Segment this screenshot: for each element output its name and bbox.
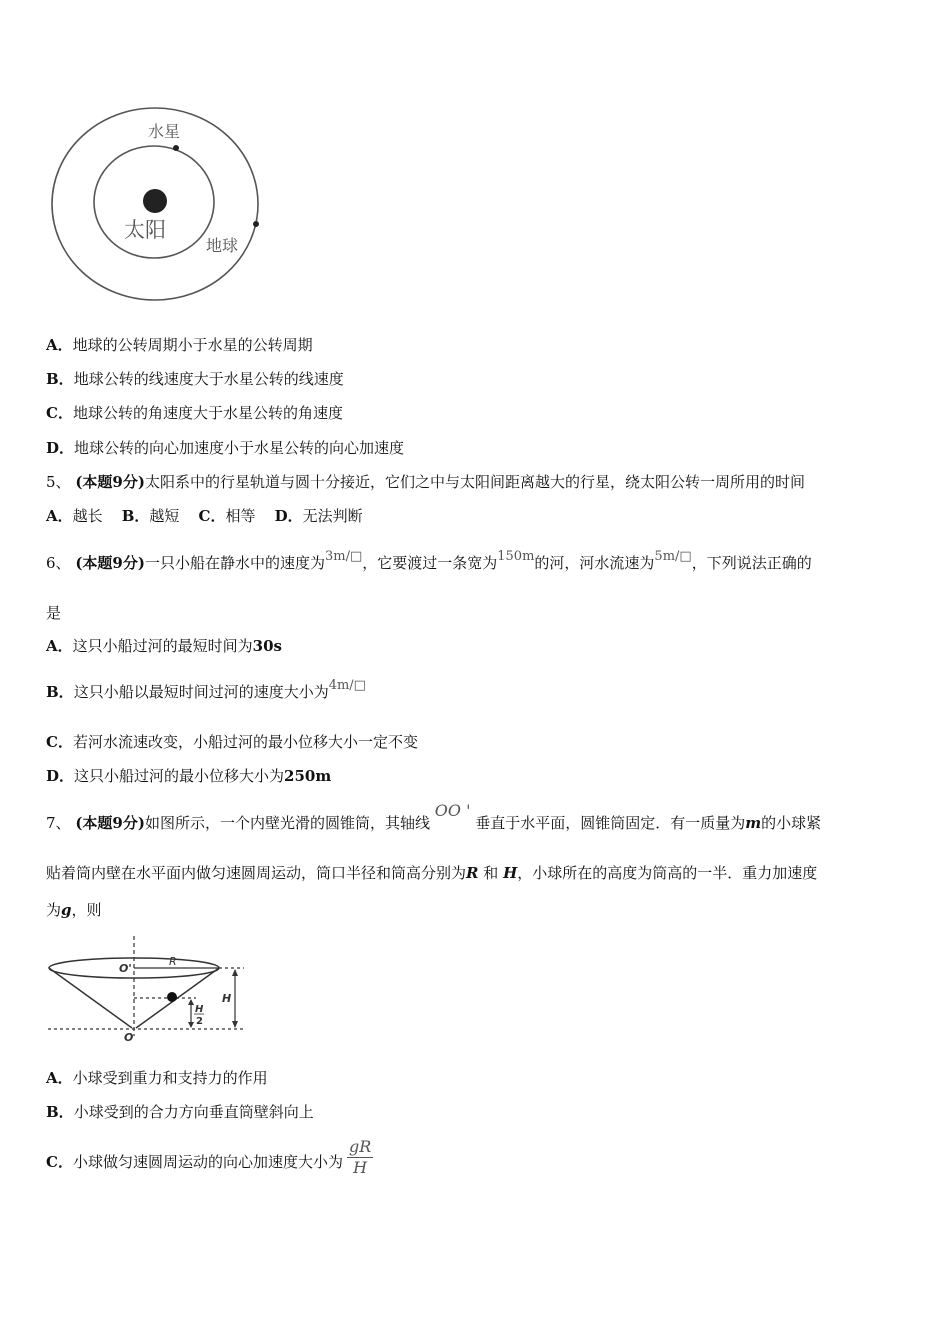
option-value: 4m/□	[328, 678, 366, 693]
option-letter: B．	[46, 370, 74, 388]
option-letter: A．	[46, 1069, 73, 1087]
label-r: R	[169, 955, 177, 968]
option-text: 这只小船以最短时间过河的速度大小为	[73, 683, 329, 701]
mercury-dot	[173, 145, 179, 151]
option-letter: A．	[46, 336, 73, 354]
axis-symbol: OO '	[434, 801, 471, 820]
option-text: 小球受到重力和支持力的作用	[72, 1069, 268, 1087]
option-letter: D．	[274, 507, 303, 525]
question-text: 一只小船在静水中的速度为	[144, 554, 325, 572]
option-letter: B．	[121, 507, 150, 525]
option-text: 地球的公转周期小于水星的公转周期	[72, 336, 313, 354]
option-text: 相等	[225, 507, 256, 525]
fraction-numerator: gR	[348, 1136, 372, 1156]
option-letter: D．	[46, 767, 75, 785]
label-half-den: 2	[196, 1016, 203, 1027]
option-letter: C．	[198, 507, 226, 525]
question-text: 是	[46, 604, 62, 622]
option-letter: B．	[46, 683, 74, 701]
question-text: ，它要渡过一条宽为	[362, 554, 498, 572]
q7-option-c	[46, 1136, 373, 1184]
q6-stem	[46, 549, 812, 575]
cone-figure	[44, 934, 250, 1044]
mercury-label: 水星	[148, 122, 181, 141]
option-letter: D．	[46, 439, 75, 457]
radius-symbol: R	[466, 864, 479, 882]
question-text: 的小球紧	[761, 814, 822, 832]
water-speed: 5m/□	[654, 549, 692, 564]
q7-option-b	[46, 1102, 314, 1122]
earth-dot	[253, 221, 259, 227]
question-text: 如图所示，一个内壁光滑的圆锥筒，其轴线	[144, 814, 430, 832]
option-text: 地球公转的角速度大于水星公转的角速度	[72, 404, 343, 422]
option-letter: C．	[46, 733, 73, 751]
fraction-denominator: H	[353, 1157, 368, 1177]
q6-option-a	[46, 636, 282, 656]
option-letter: C．	[46, 404, 73, 422]
option-text: 地球公转的线速度大于水星公转的线速度	[73, 370, 344, 388]
option-text: 地球公转的向心加速度小于水星公转的向心加速度	[74, 439, 405, 457]
q7-stem	[46, 801, 822, 833]
sun-label: 太阳	[124, 218, 166, 242]
height-arrow-top	[232, 969, 238, 976]
q5-stem	[46, 472, 805, 492]
sun-disc	[143, 189, 167, 213]
label-o-prime: O'	[119, 962, 132, 975]
ball	[167, 992, 177, 1002]
option-text: 若河水流速改变，小船过河的最小位移大小一定不变	[72, 733, 418, 751]
mass-symbol: m	[745, 814, 762, 832]
q5-options	[46, 506, 363, 526]
q6-stem-cont	[46, 603, 61, 623]
question-tag: (本题9分)	[75, 473, 145, 491]
acceleration-fraction	[347, 1137, 373, 1178]
q4-option-c	[46, 403, 343, 423]
height-arrow-bottom	[232, 1021, 238, 1028]
height-symbol: H	[503, 864, 518, 882]
q6-option-b	[46, 678, 366, 704]
question-text: 垂直于水平面，圆锥筒固定．有一质量为	[475, 814, 746, 832]
half-arrow-top	[188, 999, 194, 1005]
label-h: H	[222, 992, 232, 1005]
option-letter: C．	[46, 1153, 73, 1171]
option-letter: A．	[46, 507, 73, 525]
q6-option-d	[46, 766, 331, 786]
boat-speed: 3m/□	[324, 549, 363, 564]
gravity-symbol: g	[61, 901, 72, 919]
q4-option-d	[46, 438, 404, 458]
option-text: 越短	[149, 507, 180, 525]
label-half-num: H	[195, 1004, 204, 1015]
option-letter: A．	[46, 637, 73, 655]
label-o: O	[124, 1031, 134, 1044]
option-text: 越长	[72, 507, 103, 525]
option-text: 这只小船过河的最短时间为	[72, 637, 253, 655]
option-text: 无法判断	[302, 507, 363, 525]
question-text: ，下列说法正确的	[691, 554, 812, 572]
option-text: 小球受到的合力方向垂直筒壁斜向上	[73, 1103, 314, 1121]
option-value: 250m	[284, 767, 332, 785]
question-tag: (本题9分)	[75, 814, 145, 832]
question-number: 5、	[46, 473, 71, 491]
question-number: 7、	[46, 814, 71, 832]
question-tag: (本题9分)	[75, 554, 145, 572]
question-text: 贴着筒内壁在水平面内做匀速圆周运动，筒口半径和筒高分别为	[46, 864, 467, 882]
q6-option-c	[46, 732, 418, 752]
q7-option-a	[46, 1068, 268, 1088]
option-letter: B．	[46, 1103, 74, 1121]
earth-label: 地球	[206, 236, 239, 255]
question-text: 的河，河水流速为	[534, 554, 655, 572]
river-width: 150m	[497, 549, 535, 564]
question-text: 为	[46, 901, 62, 919]
question-text: 太阳系中的行星轨道与圆十分接近，它们之中与太阳间距离越大的行星，绕太阳公转一周所用的时间	[144, 473, 805, 491]
q4-option-b	[46, 369, 344, 389]
q7-stem-cont	[46, 863, 817, 883]
question-text: ，则	[71, 901, 102, 919]
question-text: 和	[483, 864, 499, 882]
q7-stem-cont-2	[46, 900, 102, 920]
orbit-figure	[48, 105, 270, 305]
q4-option-a	[46, 335, 313, 355]
half-arrow-bottom	[188, 1022, 194, 1028]
question-text: ，小球所在的高度为筒高的一半．重力加速度	[517, 864, 818, 882]
question-number: 6、	[46, 554, 71, 572]
option-value: 30s	[252, 637, 282, 655]
option-text: 这只小船过河的最小位移大小为	[74, 767, 285, 785]
option-text: 小球做匀速圆周运动的向心加速度大小为	[72, 1153, 343, 1171]
